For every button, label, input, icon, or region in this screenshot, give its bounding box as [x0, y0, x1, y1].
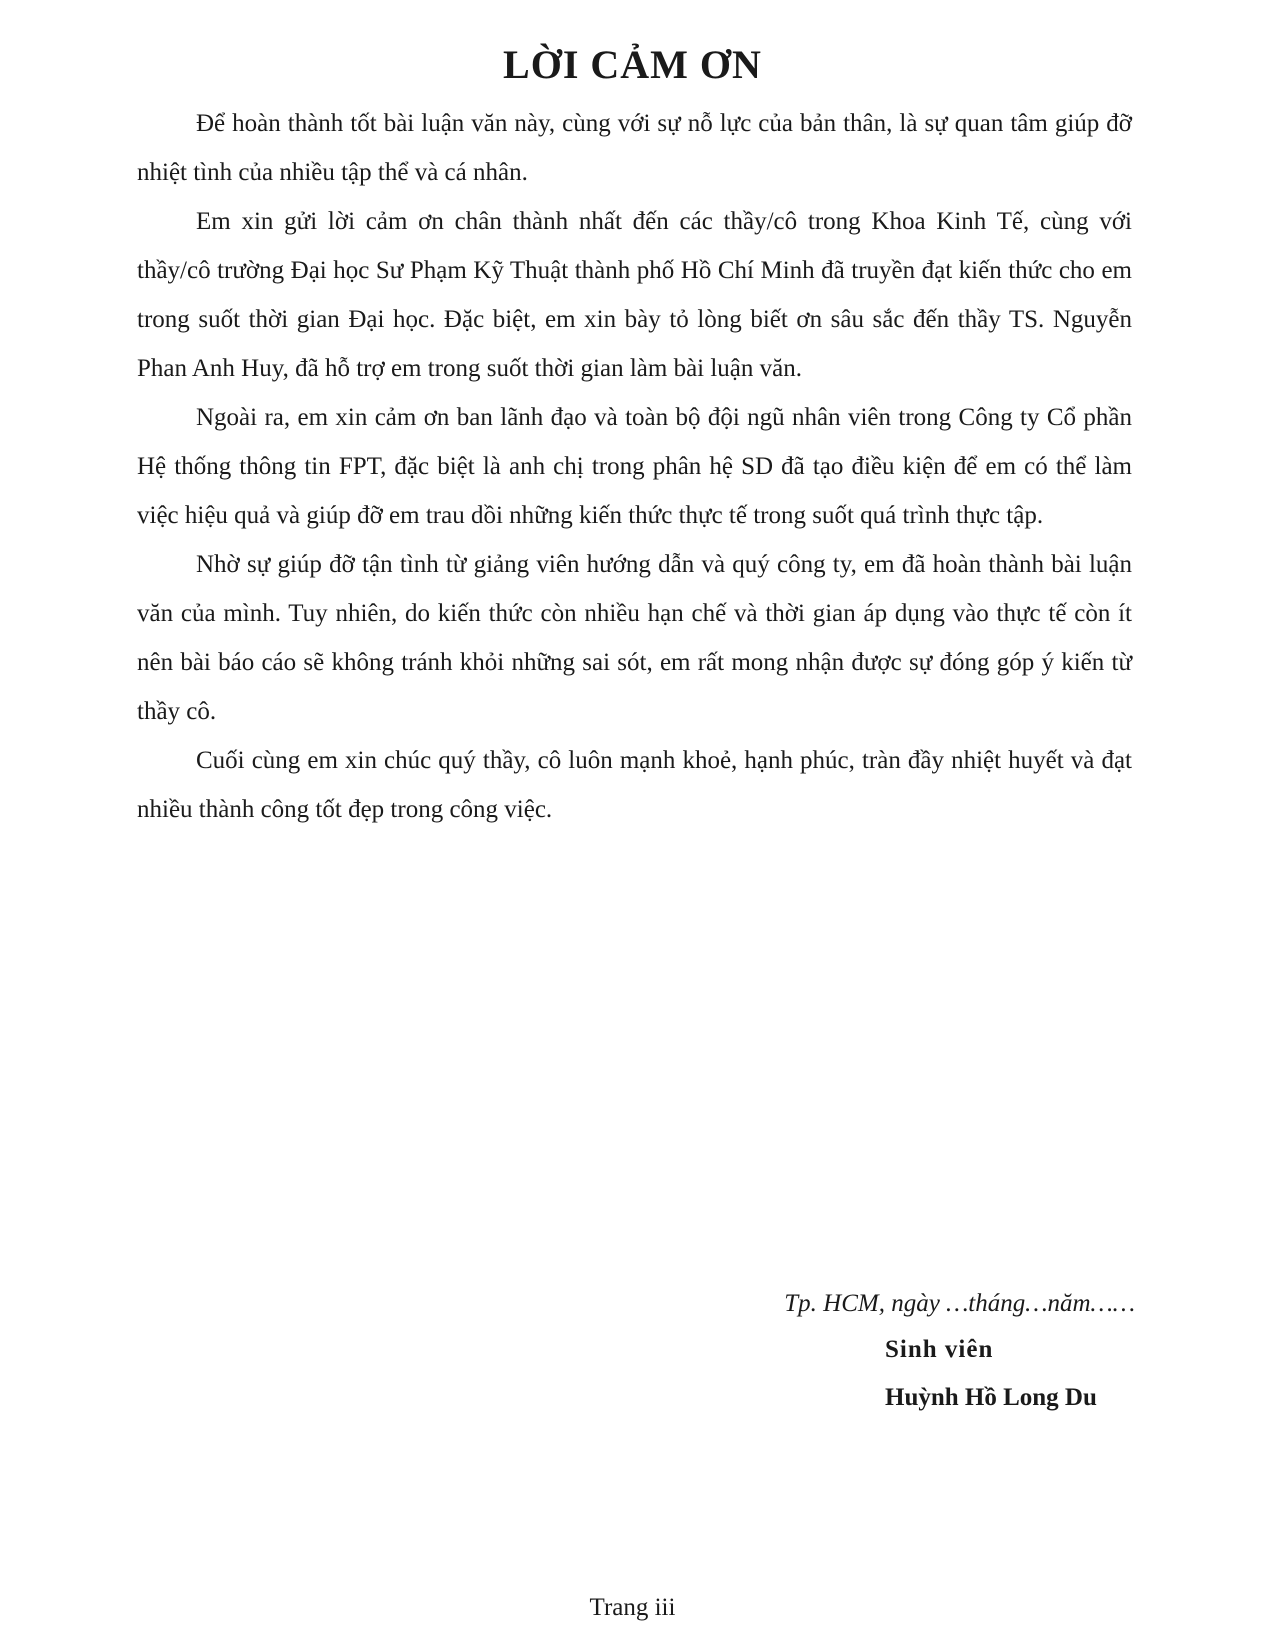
paragraph-3: Ngoài ra, em xin cảm ơn ban lãnh đạo và toàn bộ đội ngũ nhân viên trong Công ty Cổ phần Hệ thống thông tin FPT, đặc biệt là anh chị trong phân hệ SD đã tạo điều kiện để em có thể làm việc hiệu quả và giúp đỡ em trau dồi những kiến thức thực tế trong suốt quá trình thực tập.	[137, 404, 1132, 529]
page-number: Trang iii	[589, 1594, 676, 1621]
paragraph-2: Em xin gửi lời cảm ơn chân thành nhất đến các thầy/cô trong Khoa Kinh Tế, cùng với thầy/cô trường Đại học Sư Phạm Kỹ Thuật thành phố Hồ Chí Minh đã truyền đạt kiến thức cho em trong suốt thời gian Đại học. Đặc biệt, em xin bày tỏ lòng biết ơn sâu sắc đến thầy TS. Nguyễn Phan Anh Huy, đã hỗ trợ em trong suốt thời gian làm bài luận văn.	[137, 208, 1132, 382]
signature-name: Huỳnh Hồ Long Du	[885, 1384, 1097, 1411]
paragraph-5: Cuối cùng em xin chúc quý thầy, cô luôn mạnh khoẻ, hạnh phúc, tràn đầy nhiệt huyết và đạt nhiều thành công tốt đẹp trong công việc.	[137, 747, 1132, 823]
acknowledgement-body	[137, 99, 1132, 834]
page-title: LỜI CẢM ƠN	[503, 42, 762, 87]
paragraph-4: Nhờ sự giúp đỡ tận tình từ giảng viên hướng dẫn và quý công ty, em đã hoàn thành bài luận văn của mình. Tuy nhiên, do kiến thức còn nhiều hạn chế và thời gian áp dụng vào thực tế còn ít nên bài báo cáo sẽ không tránh khỏi những sai sót, em rất mong nhận được sự đóng góp ý kiến từ thầy cô.	[137, 551, 1132, 725]
signature-block	[660, 1284, 1135, 1420]
signature-role: Sinh viên	[885, 1336, 994, 1363]
signature-date-line: Tp. HCM, ngày …tháng…năm……	[784, 1290, 1135, 1317]
paragraph-1: Để hoàn thành tốt bài luận văn này, cùng với sự nỗ lực của bản thân, là sự quan tâm giúp đỡ nhiệt tình của nhiều tập thể và cá nhân.	[137, 110, 1132, 186]
